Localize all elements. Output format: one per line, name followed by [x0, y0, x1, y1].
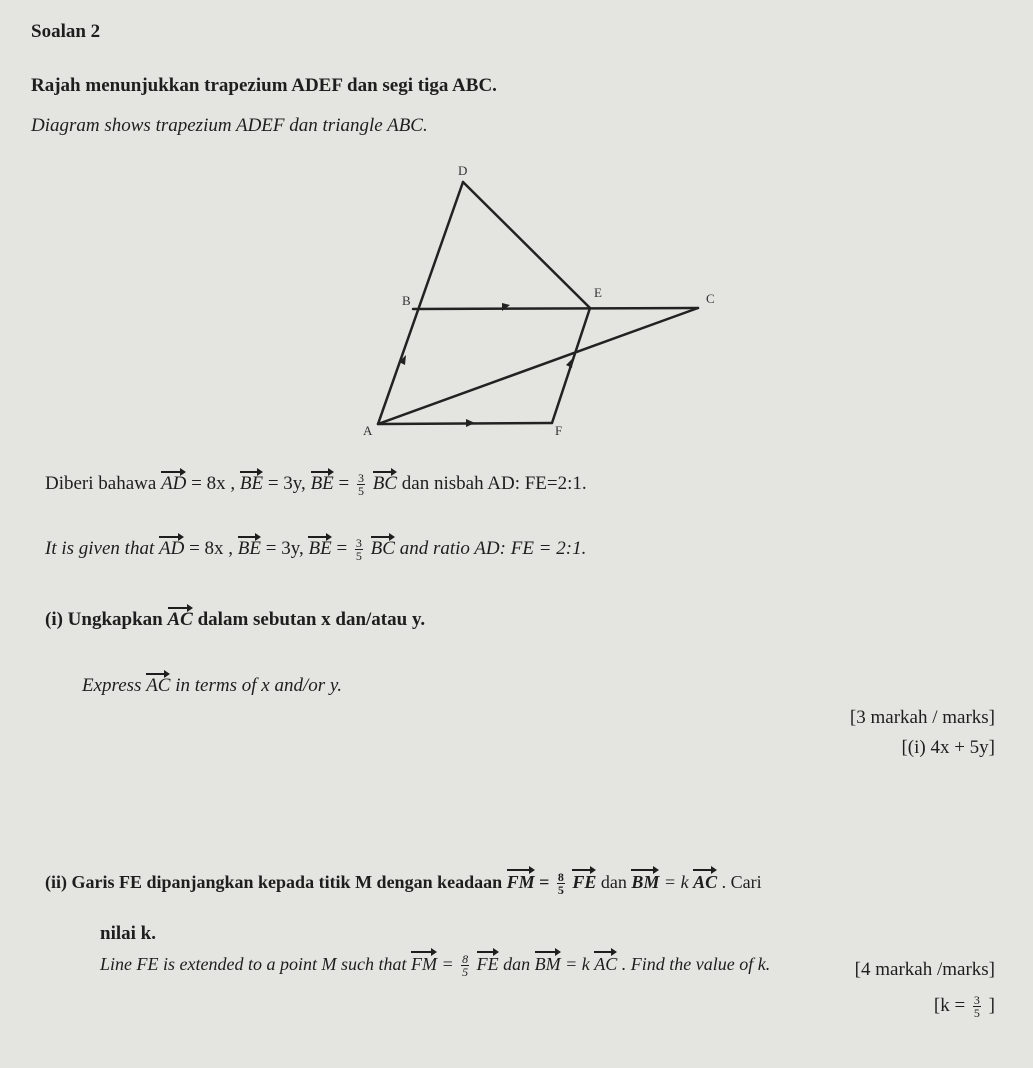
trapezium-triangle-diagram	[330, 155, 750, 440]
intro-english: Diagram shows trapezium ADEF dan triangle ABC.	[31, 115, 428, 136]
vector-FM: FM	[411, 950, 437, 976]
point-label-D: D	[458, 163, 468, 178]
part-i-malay-prefix: (i) Ungkapkan	[45, 609, 163, 630]
line-AD	[378, 182, 463, 424]
answer-prefix: [k =	[933, 995, 966, 1016]
point-label-F: F	[555, 423, 563, 438]
point-label-B: B	[402, 293, 411, 308]
part-i-english-suffix: in terms of x and/or y.	[175, 675, 343, 696]
eq-3y: = 3y,	[267, 473, 306, 494]
part-ii-answer	[934, 994, 995, 1019]
eq-8x: = 8x ,	[191, 473, 236, 494]
part-ii-english	[100, 950, 770, 978]
point-label-A: A	[363, 423, 373, 438]
vector-BE: BE	[238, 535, 261, 561]
part-i-marks: [3 markah / marks]	[849, 707, 995, 728]
question-title: Soalan 2	[31, 21, 101, 42]
fraction-eight-fifths: $\frac{8}{5}$	[462, 952, 469, 980]
given-malay-prefix: Diberi bahawa	[45, 473, 157, 494]
line-DE	[463, 182, 590, 308]
part-ii-malay-suffix: . Cari	[721, 872, 762, 892]
given-malay	[45, 470, 587, 497]
line-AC	[378, 308, 698, 424]
line-BC	[413, 308, 698, 309]
part-ii-marks: [4 markah /marks]	[854, 959, 995, 980]
answer-fraction: $\frac{3}{5}$	[973, 993, 980, 1021]
parallel-arrow-AF	[466, 419, 475, 427]
part-ii-english-suffix: . Find the value of k.	[621, 954, 771, 974]
vector-BM: BM	[631, 868, 659, 894]
vector-FM: FM	[507, 868, 535, 894]
part-ii-malay-line2: nilai k.	[100, 923, 156, 944]
eq-sign: =	[441, 954, 454, 974]
eq-8x: = 8x ,	[189, 538, 234, 559]
vector-AD: AD	[161, 470, 186, 496]
eq-sign: =	[539, 872, 550, 892]
part-i-malay	[45, 606, 425, 632]
part-i-english-prefix: Express	[82, 675, 142, 696]
vector-AC: AC	[594, 950, 617, 976]
part-ii-malay-prefix: (ii) Garis FE dipanjangkan kepada titik M dengan keadaan	[45, 872, 503, 892]
line-AF	[378, 423, 552, 424]
fraction-eight-fifths: $\frac{8}{5}$	[557, 870, 564, 898]
part-i-answer: [(i) 4x + 5y]	[901, 737, 995, 758]
fraction-three-fifths: $\frac{3}{5}$	[358, 471, 364, 499]
given-english-suffix: and ratio AD: FE = 2:1.	[399, 538, 587, 559]
point-label-E: E	[594, 285, 602, 300]
intro-malay: Rajah menunjukkan trapezium ADEF dan segi tiga ABC.	[31, 75, 497, 96]
eq-k: = k	[663, 872, 689, 892]
vector-BE: BE	[308, 535, 331, 561]
part-ii-malay	[45, 868, 762, 896]
vector-BC: BC	[371, 535, 395, 561]
arrow-on-EF	[566, 358, 573, 368]
part-i-malay-suffix: dalam sebutan x dan/atau y.	[197, 609, 426, 630]
eq-3y: = 3y,	[265, 538, 304, 559]
word-dan: dan	[600, 872, 627, 892]
vector-BM: BM	[535, 950, 561, 976]
part-i-english	[82, 672, 342, 698]
vector-BC: BC	[373, 470, 397, 496]
vector-BE: BE	[240, 470, 263, 496]
vector-AC: AC	[146, 672, 170, 698]
point-label-C: C	[706, 291, 715, 306]
vector-AD: AD	[159, 535, 184, 561]
answer-suffix: ]	[988, 995, 995, 1016]
part-ii-english-prefix: Line FE is extended to a point M such that	[100, 954, 407, 974]
vector-BE: BE	[311, 470, 334, 496]
vector-AC: AC	[168, 606, 193, 632]
eq-k: = k	[565, 954, 590, 974]
fraction-three-fifths: $\frac{3}{5}$	[355, 536, 362, 564]
vector-FE: FE	[477, 950, 499, 976]
vector-FE: FE	[572, 868, 596, 894]
eq-sign: =	[338, 473, 350, 494]
given-english	[45, 535, 586, 562]
given-english-prefix: It is given that	[45, 538, 155, 559]
vector-AC: AC	[693, 868, 717, 894]
word-dan: dan	[503, 954, 531, 974]
given-malay-suffix: dan nisbah AD: FE=2:1.	[401, 473, 587, 494]
eq-sign: =	[336, 538, 348, 559]
